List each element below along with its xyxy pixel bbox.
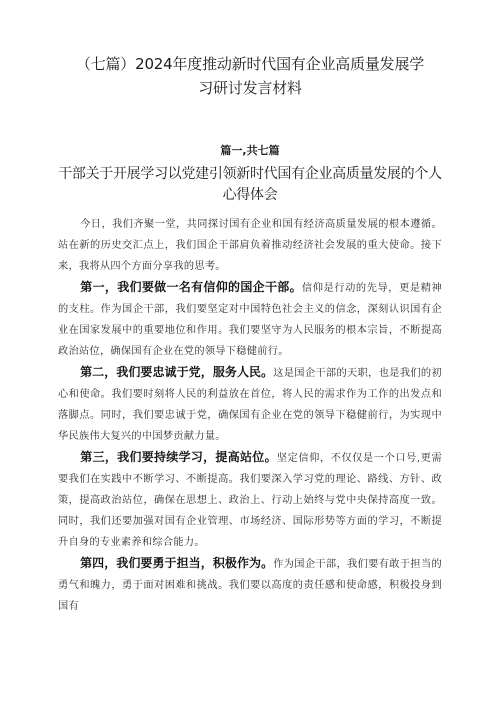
- point-body-1: 信仰是行动的先导，更是精神的支柱。作为国企干部，我们要坚定对中国特色社会主义的信念，深刻认识国有企业在国家发展中的重要地位和作用。我们要坚守为人民服务的根本宗旨，不断提高政治站位，确保国有企业在党的领导下稳健前行。: [58, 283, 442, 357]
- section-title-line-1: 干部关于开展学习以党建引领新时代国有企业高质量发展的个人: [58, 166, 442, 182]
- point-lead-4: 第四，我们要勇于担当，积极作为。: [80, 556, 274, 570]
- document-title-line-1: （七篇）2024年度推动新时代国有企业高质量发展学: [75, 55, 425, 73]
- point-paragraph-2: [58, 362, 442, 447]
- point-lead-2: 第二，我们要忠诚于党，服务人民。: [80, 365, 274, 379]
- point-body-3: 坚定信仰，不仅仅是一个口号,更需要我们在实践中不断学习、不断提高。我们要深入学习党的理论、路线、方针、政策，提高政治站位，确保在思想上、政治上、行动上始终与党中央保持高度一致。同时，我们还要加强对国有企业管理、市场经济、国际形势等方面的学习，不断提升自身的专业素养和综合能力。: [58, 453, 442, 548]
- section-label: 篇一,共七篇: [220, 144, 280, 157]
- point-paragraph-4: [58, 553, 442, 617]
- section-title: [58, 164, 442, 206]
- intro-paragraph: [58, 214, 442, 277]
- point-lead-3: 第三，我们要持续学习，提高站位。: [80, 450, 277, 464]
- point-lead-1: 第一，我们要做一名有信仰的国企干部。: [80, 280, 302, 294]
- intro-text: 今日，我们齐聚一堂，共同探讨国有企业和国有经济高质量发展的根本遵循。站在新的历史交汇点上，我们国企干部肩负着推动经济社会发展的重大使命。接下来，我将从四个方面分享我的思考。: [58, 219, 442, 272]
- point-paragraph-3: [58, 447, 442, 553]
- point-body-2: 这是国企干部的天职，也是我们的初心和使命。我们要时刻将人民的利益放在首位，将人民的需求作为工作的出发点和落脚点。同时，我们要忠诚于党，确保国有企业在党的领导下稳健前行，为实现中华民族伟大复兴的中国梦贡献力量。: [58, 368, 442, 442]
- document-title: [58, 52, 442, 100]
- point-body-4: 作为国企干部，我们要有敢于担当的勇气和魄力，勇于面对困难和挑战。我们要以高度的责任感和使命感，积极投身到国有: [58, 559, 442, 612]
- point-paragraph-1: [58, 277, 442, 362]
- section-title-line-2: 心得体会: [222, 187, 278, 203]
- document-title-line-2: 习研讨发言材料: [198, 79, 302, 97]
